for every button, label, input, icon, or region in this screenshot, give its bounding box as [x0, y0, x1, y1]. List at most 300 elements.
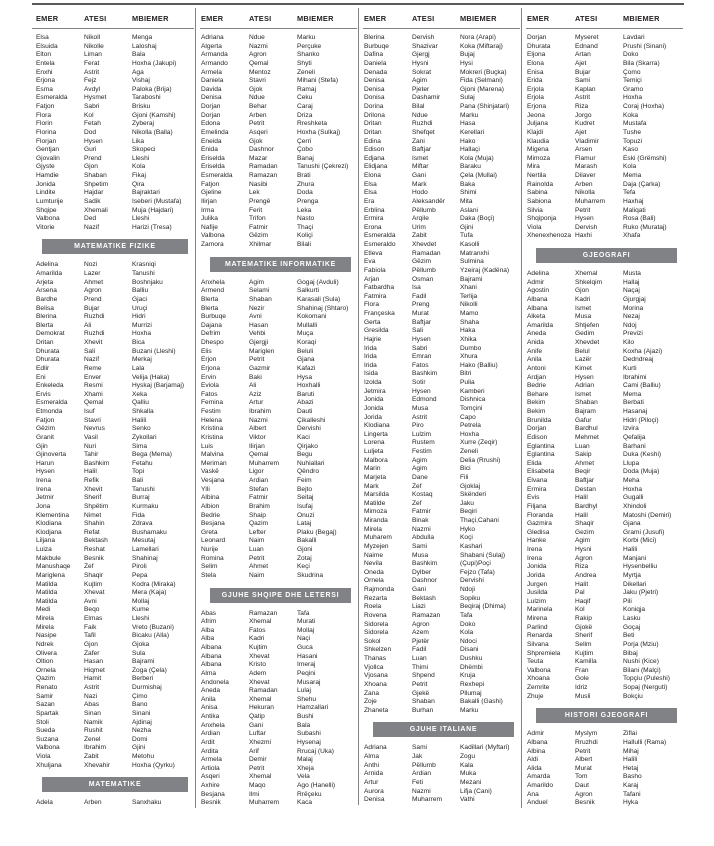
cell-mbiemer: Caraj — [297, 103, 313, 110]
table-row — [363, 552, 520, 561]
cell-atesi: Ndue — [249, 34, 265, 41]
cell-emer: Elsa — [364, 189, 377, 197]
table-row — [526, 581, 683, 590]
cell-atesi: Viktor — [249, 433, 266, 441]
table-row — [363, 414, 520, 423]
cell-mbiemer: Karaj — [623, 782, 639, 789]
section-band: GJUHE SHQIPE DHE LETERSI — [210, 588, 351, 603]
cell-emer: Françeska — [364, 310, 395, 317]
cell-mbiemer: Kokomani — [297, 313, 327, 321]
cell-emer: Alma — [364, 753, 380, 760]
table-row — [200, 782, 357, 791]
cell-atesi: Beqo — [84, 606, 100, 614]
cell-atesi: Dod — [84, 128, 97, 136]
cell-emer: Jusilda — [527, 589, 548, 597]
cell-emer: Hanke — [527, 537, 547, 545]
table-row — [200, 687, 357, 696]
cell-atesi: Gjokë — [575, 623, 593, 631]
cell-atesi: Ajet — [575, 59, 587, 67]
cell-emer: Florin — [36, 120, 53, 128]
cell-emer: Enisa — [527, 68, 544, 76]
cell-mbiemer: Lleshi — [132, 615, 150, 622]
table-row — [526, 155, 683, 164]
table-row — [200, 520, 357, 529]
cell-emer: Klajdi — [527, 128, 544, 136]
cell-emer: Olivera — [36, 649, 57, 657]
cell-mbiemer: Bokçiu — [623, 692, 643, 700]
table-row — [200, 791, 357, 800]
cell-atesi: Ded — [84, 215, 97, 223]
cell-emer: Mirela — [36, 623, 54, 631]
section-band: MATEMATIKE FIZIKE — [42, 239, 188, 254]
cell-emer: Malvina — [201, 451, 224, 459]
cell-atesi: Gafur — [575, 416, 592, 424]
cell-mbiemer: Vathi — [460, 796, 475, 804]
cell-atesi: Haxhi — [575, 232, 592, 240]
cell-atesi: Agron — [412, 620, 430, 628]
cell-atesi: Baftjar — [575, 477, 595, 484]
cell-mbiemer: Gjini — [460, 223, 474, 231]
cell-emer: Blerina — [36, 313, 57, 321]
cell-atesi: Baki — [249, 373, 262, 381]
cell-emer: Gentjan — [36, 146, 60, 154]
cell-atesi: Reme — [84, 364, 102, 372]
cell-atesi: Zabit — [412, 232, 427, 240]
cell-mbiemer: Naçaj — [623, 287, 640, 295]
cell-atesi: Vehbi — [249, 330, 266, 338]
cell-atesi: Ibrahim — [84, 744, 106, 752]
cell-emer: Bekim — [527, 408, 546, 415]
cell-mbiemer: Pili — [623, 597, 632, 605]
cell-atesi: Qemal — [249, 59, 269, 67]
table-row — [526, 365, 683, 374]
cell-emer: Ermira — [527, 485, 547, 493]
table-row — [200, 730, 357, 739]
table-row — [32, 382, 194, 391]
cell-mbiemer: Eski (Grëmshi) — [623, 154, 667, 162]
table-row — [363, 396, 520, 405]
cell-emer: Oltion — [36, 658, 54, 666]
cell-emer: Alida — [527, 764, 542, 772]
cell-atesi: Pjetër — [412, 637, 430, 645]
cell-mbiemer: Nikolla (Balla) — [132, 128, 173, 136]
cell-mbiemer: Hidri — [132, 313, 146, 321]
cell-atesi: Halit — [575, 580, 589, 588]
table-row — [363, 215, 520, 224]
cell-mbiemer: Izvira — [623, 425, 639, 433]
cell-atesi: Jak — [412, 753, 423, 760]
cell-mbiemer: Ziflai — [623, 730, 637, 738]
cell-emer: Antika — [201, 713, 220, 720]
cell-emer: Esmeralda — [36, 399, 68, 407]
cell-atesi: Ruzhdi — [84, 330, 105, 338]
table-row — [363, 448, 520, 457]
cell-mbiemer: Fetahu — [132, 459, 153, 467]
cell-mbiemer: Gugalli — [623, 494, 644, 502]
cell-mbiemer: Hoxha (Qyrku) — [132, 761, 175, 769]
cell-atesi: Hysni — [412, 59, 429, 67]
cell-mbiemer: Kola (Muja) — [460, 154, 494, 162]
cell-emer: Aneda — [201, 687, 221, 695]
table-row — [32, 322, 194, 331]
cell-mbiemer: Subashi — [297, 730, 321, 738]
cell-emer: Anida — [527, 339, 544, 346]
cell-atesi: Dylber — [412, 568, 432, 576]
cell-mbiemer: Zyberaj — [132, 120, 154, 128]
cell-emer: Fatjon — [36, 103, 55, 110]
cell-emer: Eglantina — [527, 442, 555, 450]
table-row — [363, 405, 520, 414]
cell-mbiemer: Lala — [132, 364, 145, 372]
table-row — [363, 362, 520, 371]
cell-emer: Denisa — [364, 77, 385, 85]
table-row — [526, 675, 683, 684]
cell-atesi: Dashnor — [412, 577, 437, 585]
table-row — [200, 241, 357, 250]
cell-atesi: Aziz — [249, 390, 262, 398]
cell-mbiemer: Domi — [132, 735, 148, 743]
table-row — [200, 773, 357, 782]
cell-mbiemer: Porja (Mziu) — [623, 640, 659, 648]
cell-mbiemer: Rrucaj (Uka) — [297, 747, 335, 755]
cell-mbiemer: Ndoj — [623, 321, 637, 329]
cell-atesi: Festim — [412, 448, 432, 455]
cell-atesi: Azem — [412, 629, 429, 637]
cell-emer: Admir — [527, 730, 545, 738]
table-row — [32, 287, 194, 296]
cell-emer: Eneida — [201, 137, 222, 145]
table-row — [32, 641, 194, 650]
cell-atesi: Kamilla — [575, 658, 597, 666]
table-row — [363, 43, 520, 52]
cell-emer: Sabiona — [527, 197, 552, 205]
table-row — [363, 707, 520, 716]
cell-emer: Matilda — [36, 589, 58, 597]
cell-emer: Ilirjan — [201, 197, 217, 205]
table-row — [526, 408, 683, 417]
table-row — [200, 460, 357, 469]
cell-emer: Mira — [527, 163, 540, 171]
cell-atesi: Nezir — [249, 304, 265, 312]
section-band: HISTORI GJEOGRAFI — [536, 708, 677, 723]
cell-atesi: Mariglen — [249, 347, 275, 355]
cell-emer: Adelina — [527, 270, 549, 277]
cell-atesi: Nasibi — [249, 180, 268, 188]
cell-emer: Besjana — [201, 520, 225, 528]
cell-atesi: Muharrem — [412, 796, 443, 804]
cell-mbiemer: Durmishaj — [132, 684, 162, 691]
cell-emer: Mirela — [364, 525, 382, 533]
table-row — [363, 327, 520, 336]
cell-mbiemer: Kola — [132, 163, 146, 171]
cell-atesi: Jorgo — [575, 111, 592, 119]
cell-emer: Lingerta — [364, 430, 388, 438]
cell-atesi: Guri — [84, 146, 97, 154]
cell-atesi: Ahmet — [249, 563, 269, 571]
table-row — [32, 365, 194, 374]
cell-atesi: Mazar — [249, 154, 268, 162]
cell-atesi: Halil — [575, 494, 588, 502]
cell-emer: Adela — [36, 799, 53, 807]
column-1 — [32, 8, 195, 808]
cell-emer: Silvana — [527, 640, 549, 648]
table-row — [526, 348, 683, 357]
cell-mbiemer: Velija (Haka) — [132, 373, 170, 381]
cell-atesi: Ajet — [575, 128, 587, 136]
cell-emer: Matilda — [36, 580, 58, 588]
cell-mbiemer: Petrela — [460, 422, 481, 430]
cell-emer: Zana — [364, 689, 380, 697]
table-row — [363, 138, 520, 147]
cell-emer: Besnik — [201, 799, 221, 807]
table-row — [200, 279, 357, 288]
cell-atesi: Petrit — [412, 680, 428, 688]
cell-mbiemer: Halili — [623, 546, 638, 553]
cell-emer: Stela — [201, 571, 217, 579]
cell-atesi: Fran — [575, 666, 589, 674]
cell-mbiemer: Tanushi — [132, 270, 155, 277]
cell-emer: Florina — [36, 128, 57, 136]
cell-emer: Zoje — [364, 698, 377, 706]
cell-atesi: Emran — [412, 353, 432, 361]
table-row — [200, 486, 357, 495]
cell-mbiemer: Laloshaj — [132, 42, 157, 50]
cell-mbiemer: Lleshi — [132, 154, 150, 162]
cell-emer: Elsa — [36, 34, 49, 41]
cell-atesi: Hekuran — [249, 704, 274, 712]
cell-atesi: Agim — [412, 465, 428, 473]
table-row — [200, 661, 357, 670]
cell-mbiemer: Bushamaku — [132, 528, 167, 536]
cell-mbiemer: Berbati — [623, 399, 644, 407]
cell-mbiemer: Hoxha — [623, 485, 643, 493]
cell-mbiemer: Gjaci — [132, 295, 148, 303]
table-row — [32, 529, 194, 538]
table-row — [32, 224, 194, 233]
cell-mbiemer: Vela — [297, 773, 310, 781]
cell-atesi: Ali — [84, 321, 92, 329]
cell-emer: Harun — [36, 459, 54, 467]
cell-emer: Greta — [201, 528, 218, 536]
cell-atesi: Ilirjan — [249, 442, 265, 450]
cell-emer: Izolda — [364, 379, 382, 386]
cell-atesi: Petrit — [249, 764, 265, 772]
cell-mbiemer: Mamo — [460, 310, 479, 317]
cell-emer: Daniela — [201, 77, 224, 85]
cell-emer: Silvia — [527, 206, 543, 214]
cell-atesi: Feti — [412, 778, 423, 786]
table-row — [363, 189, 520, 198]
section-band: MATEMATIKE — [42, 777, 188, 792]
cell-mbiemer: Kola — [460, 629, 474, 637]
cell-atesi: Nozi — [84, 261, 98, 269]
table-row — [32, 129, 194, 138]
cell-mbiemer: Skënderi — [460, 491, 487, 499]
table-row — [200, 610, 357, 619]
table-row — [526, 756, 683, 765]
cell-atesi: Lazer — [84, 270, 101, 277]
table-row — [200, 799, 357, 808]
table-row — [363, 491, 520, 500]
table-row — [32, 727, 194, 736]
table-row — [526, 129, 683, 138]
cell-mbiemer: Shyti — [297, 59, 312, 67]
cell-mbiemer: Skudrina — [297, 571, 324, 579]
cell-mbiemer: Tufa — [460, 232, 473, 240]
table-row — [32, 512, 194, 521]
cell-emer: Era — [364, 197, 375, 205]
table-row — [526, 606, 683, 615]
cell-atesi: Ismet — [575, 304, 592, 312]
cell-mbiemer: Gjoka — [132, 640, 150, 648]
table-row — [363, 163, 520, 172]
table-row — [363, 198, 520, 207]
table-row — [526, 51, 683, 60]
cell-emer: Emelinda — [201, 128, 229, 136]
cell-atesi: Vasil — [84, 433, 98, 441]
cell-mbiemer: Rreshketa — [297, 120, 328, 128]
cell-mbiemer: Kashari — [460, 542, 483, 550]
cell-mbiemer: Tafani — [623, 790, 641, 798]
cell-atesi: Andrea — [575, 571, 597, 579]
cell-atesi: Ramazan — [412, 611, 441, 619]
cell-emer: Irma — [201, 206, 215, 214]
table-row — [363, 457, 520, 466]
table-row — [200, 163, 357, 172]
table-row — [363, 788, 520, 797]
cell-atesi: Arben — [249, 111, 267, 119]
cell-atesi: Sinan — [84, 709, 101, 717]
cell-atesi: Hasan — [84, 658, 104, 666]
table-row — [200, 120, 357, 129]
cell-emer: Nasipe — [36, 632, 57, 640]
section-band: GJEOGRAFI — [536, 248, 677, 263]
cell-atesi: Kadri — [575, 295, 591, 303]
cell-atesi: Hiqmet — [84, 666, 105, 674]
cell-emer: Behare — [527, 390, 549, 398]
cell-emer: Jonida — [36, 180, 56, 188]
cell-atesi: Shaqir — [84, 571, 104, 579]
table-row — [363, 586, 520, 595]
table-row — [200, 696, 357, 705]
cell-atesi: Flamur — [575, 154, 596, 162]
cell-emer: Gerta — [364, 318, 381, 326]
cell-emer: Stoli — [36, 718, 49, 726]
table-row — [200, 313, 357, 322]
cell-mbiemer: Shkalla — [132, 408, 154, 415]
cell-atesi: Luan — [575, 442, 590, 450]
cell-mbiemer: Marku — [460, 706, 479, 714]
cell-atesi: Fatos — [249, 626, 266, 634]
cell-emer: Brunilda — [527, 416, 552, 424]
cell-mbiemer: Topçiu (Puleshi) — [623, 675, 670, 683]
table-row — [32, 486, 194, 495]
cell-mbiemer: Terlija — [460, 292, 478, 300]
cell-emer: Gjovalin — [36, 154, 60, 162]
table-row — [32, 693, 194, 702]
cell-atesi: Xhevahir — [84, 761, 111, 769]
cell-mbiemer: Sula — [132, 649, 146, 657]
cell-mbiemer: Burraj — [132, 494, 150, 502]
cell-atesi: Nazif — [84, 223, 100, 231]
cell-atesi: Kaplan — [575, 85, 596, 93]
cell-emer: Marin — [364, 465, 381, 473]
cell-emer: Julika — [201, 215, 218, 223]
table-row — [32, 279, 194, 288]
table-header — [200, 8, 357, 29]
cell-emer: Jeona — [527, 111, 545, 119]
table-row — [363, 508, 520, 517]
cell-atesi: Xhevat — [249, 652, 270, 660]
cell-mbiemer: Hoxha — [460, 430, 480, 438]
cell-atesi: Gjok — [249, 85, 263, 93]
cell-atesi: Pëllumb — [412, 266, 436, 274]
table-row — [526, 667, 683, 676]
table-row — [32, 34, 194, 43]
cell-emer: Irena — [527, 546, 543, 553]
cell-mbiemer: Hamzallari — [297, 704, 329, 712]
table-row — [363, 120, 520, 129]
cell-mbiemer: Shabani (Sulaj) — [460, 551, 506, 559]
cell-atesi: Isuf — [84, 408, 95, 415]
table-row — [32, 138, 194, 147]
cell-mbiemer: Harizi (Tresa) — [132, 223, 172, 231]
cell-emer: Ndrek — [36, 640, 54, 648]
cell-mbiemer: Zogu — [460, 753, 476, 760]
cell-emer: Anila — [201, 695, 216, 703]
table-row — [32, 86, 194, 95]
cell-atesi: Muharrem — [249, 459, 280, 467]
table-row — [363, 258, 520, 267]
cell-mbiemer: Peqini — [297, 669, 316, 677]
cell-atesi: Halil — [575, 511, 588, 519]
table-row — [200, 51, 357, 60]
cell-mbiemer: Pulia — [460, 379, 475, 386]
cell-mbiemer: Bujaj — [460, 51, 475, 59]
table-row — [200, 146, 357, 155]
cell-mbiemer: Malaj — [297, 756, 313, 764]
cell-mbiemer: Senko — [132, 425, 151, 433]
cell-mbiemer: Rosa (Bali) — [623, 215, 656, 223]
cell-emer: Aneda — [527, 330, 547, 338]
column-header-atesi: ATESI — [249, 14, 272, 23]
rows-group — [32, 261, 194, 770]
cell-emer: Vitorie — [36, 223, 55, 231]
cell-atesi: Agron — [84, 287, 102, 295]
cell-atesi: Petrit — [249, 120, 265, 128]
cell-emer: Xhoana — [364, 680, 387, 688]
cell-mbiemer: Fejzo (Tafa) — [460, 568, 495, 576]
table-row — [32, 374, 194, 383]
cell-atesi: Ramadan — [412, 249, 441, 257]
table-row — [32, 198, 194, 207]
cell-emer: Lulzim — [527, 597, 547, 605]
table-row — [526, 765, 683, 774]
cell-mbiemer: Musaraj — [297, 678, 321, 686]
cell-mbiemer: Gjoni — [297, 546, 313, 553]
cell-atesi: Naim — [249, 571, 265, 579]
cell-atesi: Rushit — [84, 727, 103, 735]
cell-atesi: Zenel — [84, 735, 101, 743]
table-row — [32, 468, 194, 477]
cell-mbiemer: Hasanaj — [623, 408, 648, 415]
cell-atesi: Ramazan — [249, 172, 278, 179]
cell-mbiemer: Hako (Balliu) — [460, 361, 498, 369]
cell-mbiemer: Mollaj — [297, 626, 315, 634]
cell-atesi: Selami — [249, 287, 270, 295]
cell-atesi: Shkelqim — [575, 278, 603, 286]
cell-mbiemer: Barhani — [623, 442, 646, 450]
